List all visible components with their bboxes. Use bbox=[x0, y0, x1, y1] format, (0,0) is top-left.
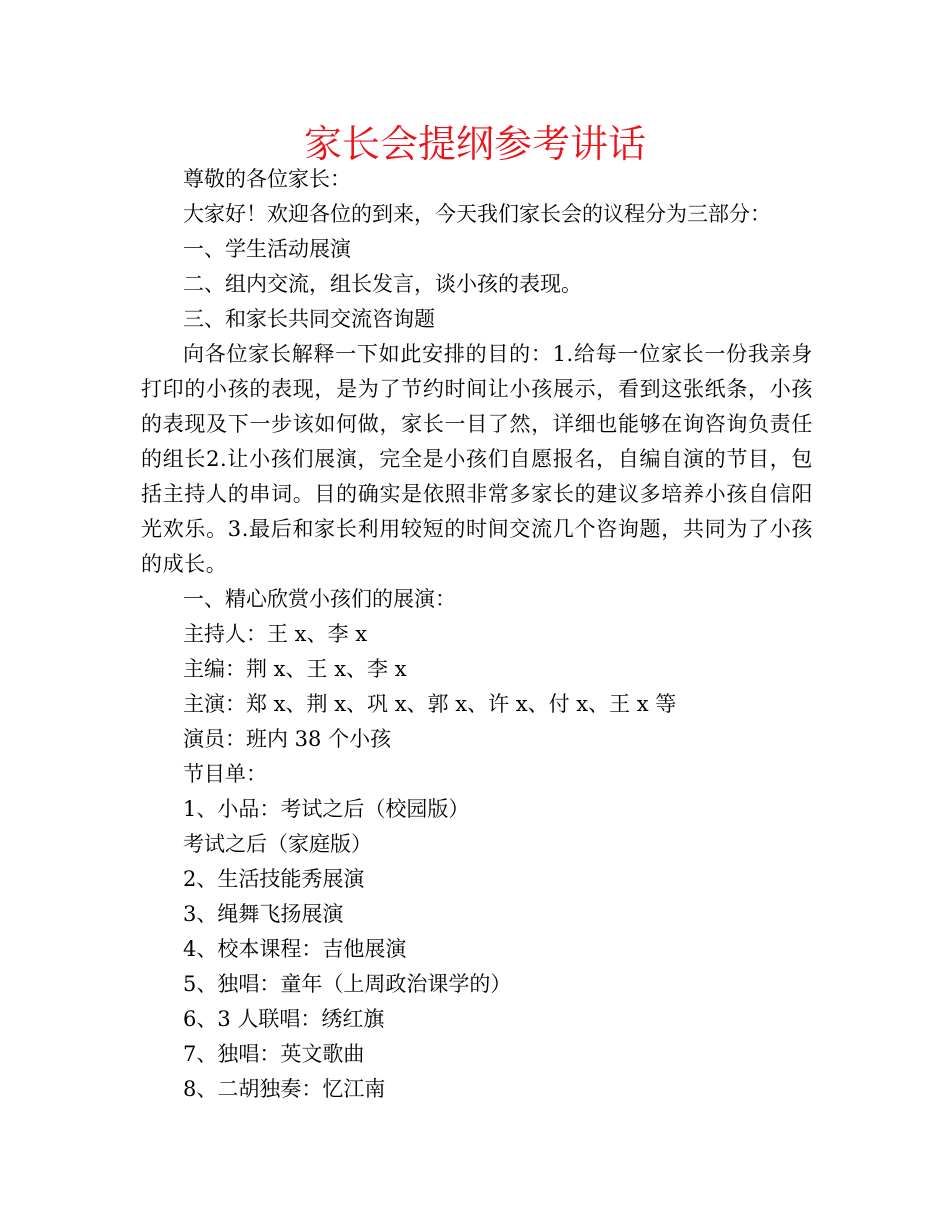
welcome-line: 大家好！欢迎各位的到来，今天我们家长会的议程分为三部分： bbox=[183, 202, 771, 226]
agenda-item: 一、学生活动展演 bbox=[183, 237, 351, 261]
credit-line: 演员：班内 38 个小孩 bbox=[183, 727, 392, 751]
program-item: 3、绳舞飞扬展演 bbox=[183, 902, 344, 926]
credit-line: 主持人：王 x、李 x bbox=[183, 622, 368, 646]
program-item: 1、小品：考试之后（校园版） bbox=[183, 797, 470, 821]
section-heading: 一、精心欣赏小孩们的展演： bbox=[183, 587, 456, 611]
program-item: 8、二胡独奏：忆江南 bbox=[183, 1077, 386, 1101]
explanation-paragraph: 向各位家长解释一下如此安排的目的：1.给每一位家长一份我亲身打印的小孩的表现，是为了节约时间让小孩展示，看到这张纸条，小孩的表现及下一步该如何做，家长一目了然，详细也能够在询咨询负责任的组长2.让小孩们展演，完全是小孩们自愿报名，自编自演的节目，包括主持人的串词。目的确实是依照非常多家长的建议多培养小孩自信阳光欢乐。3.最后和家长利用较短的时间交流几个咨询题，共同为了小孩的成长。 bbox=[141, 342, 813, 576]
program-item: 2、生活技能秀展演 bbox=[183, 867, 365, 891]
document-body bbox=[141, 162, 813, 1107]
greeting: 尊敬的各位家长： bbox=[183, 167, 351, 191]
program-item: 5、独唱：童年（上周政治课学的） bbox=[183, 972, 512, 996]
program-item: 4、校本课程：吉他展演 bbox=[183, 937, 407, 961]
agenda-item: 三、和家长共同交流咨询题 bbox=[183, 307, 435, 331]
program-heading: 节目单： bbox=[183, 762, 267, 786]
program-item: 7、独唱：英文歌曲 bbox=[183, 1042, 365, 1066]
credit-line: 主编：荆 x、王 x、李 x bbox=[183, 657, 407, 681]
credit-line: 主演：郑 x、荆 x、巩 x、郭 x、许 x、付 x、王 x 等 bbox=[183, 692, 677, 716]
program-item: 考试之后（家庭版） bbox=[183, 832, 372, 856]
document-title: 家长会提纲参考讲话 bbox=[303, 122, 646, 166]
program-item: 6、3 人联唱：绣红旗 bbox=[183, 1007, 385, 1031]
agenda-item: 二、组内交流，组长发言，谈小孩的表现。 bbox=[183, 272, 582, 296]
